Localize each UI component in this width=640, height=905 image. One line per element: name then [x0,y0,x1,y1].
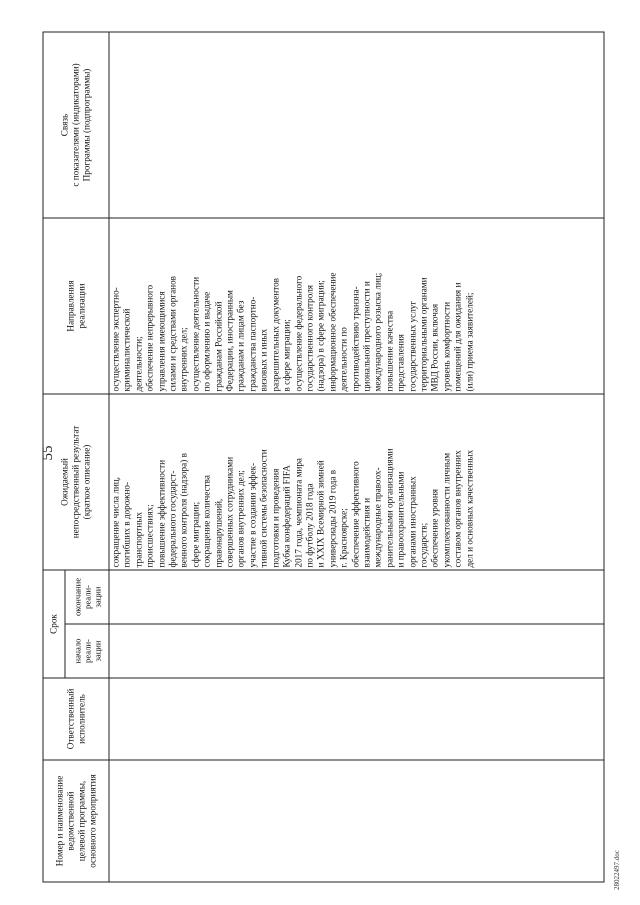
cell-link [109,32,604,218]
cell-text-line: и XXIX Всемирной зимней [315,460,326,568]
cell-text-line: органов внутренних дел; [235,470,246,568]
cell-text-line: дел и основных качественных [464,449,475,568]
cell-text-line: осуществление экспертно- [110,287,121,392]
cell-text-line: г. Красноярске; [338,508,349,568]
cell-text-line: информационное обеспечение [327,272,338,392]
header-link: Связь с показателями (индикаторами) Программы (подпрограммы) [43,32,109,218]
cell-text-line: международные правоох- [372,467,383,568]
cell-text-line: помещений для ожидания и [452,282,463,392]
cell-text-line: подготовки и проведения [270,468,281,568]
cell-text-line: (надзора) в сфере миграции; [315,280,326,392]
document-code: 28022497.doc [613,850,621,890]
cell-text-line: криминалистической [121,308,132,392]
cell-term-end [109,570,604,624]
cell-directions [109,218,604,394]
cell-text-line: сфере миграции; [190,501,201,568]
cell-executor [109,678,604,760]
cell-text-line: МВД России, включая [429,303,440,392]
cell-text-line: транспортных [133,512,144,568]
header-term: Срок [43,570,65,678]
cell-text-line: Федерации, иностранным [224,290,235,392]
header-number-name: Номер и наименование ведомственной целевой программы, основного мероприятия [43,760,109,882]
cell-text-line: международного розыска лиц; [372,272,383,392]
table-container [42,32,604,882]
cell-text-line: правонарушений, [213,498,224,568]
document-code-footer [612,840,622,900]
cell-text-line: ранительными организациями [384,448,395,568]
cell-text-line: Кубка конфедераций FIFA [281,465,292,568]
cell-text-line: повышение эффективности [156,459,167,568]
cell-text-line: управления имеющимися [156,291,167,392]
cell-text-line: происшествиях; [144,504,155,568]
cell-text-line: сокращение числа лиц, [110,477,121,568]
cell-text-line: составом органов внутренних [452,450,463,568]
cell-text-line: венного контроля (надзора) в [178,453,189,568]
cell-text-line: в сфере миграции; [281,319,292,392]
cell-text-line: совершенных сотрудниками [224,457,235,568]
measures-table [43,32,605,883]
page-number: 55 [40,445,56,461]
cell-text-line: органами иностранных [407,476,418,568]
cell-number-name [109,760,604,882]
cell-text-line: государственных услуг [407,300,418,392]
cell-text-line: укомплектованности личным [441,452,452,568]
cell-term-start [109,624,604,678]
cell-text-line: деятельности; [133,336,144,392]
cell-text-line: осуществление деятельности [190,276,201,392]
cell-text-line: государств; [418,522,429,568]
header-directions: Направления реализации [43,218,109,394]
header-executor: Ответственный исполнитель [43,678,109,760]
cell-text-line: взаимодействия и [361,497,372,568]
cell-text-line: разрешительных документов [270,277,281,392]
header-term-end: окончание реали- зации [65,570,109,624]
cell-text-line: (или) приема заявителей; [464,292,475,392]
cell-text-line: по оформлению и выдаче [201,291,212,392]
cell-expected-result [109,394,604,570]
cell-text-line: уровень комфортности [441,301,452,392]
cell-text-line: участие в создании эффек- [247,462,258,568]
cell-text-line: внутренних дел; [178,327,189,392]
cell-text-line: повышение качества [384,310,395,392]
cell-text-line: силами и средствами органов [167,276,178,392]
table-row [109,32,604,882]
cell-text-line: по футболу 2018 года [304,483,315,568]
cell-text-line: федерального государст- [167,470,178,568]
cell-text-line: гражданам и лицам без [235,300,246,392]
cell-text-line: представления [395,334,406,392]
cell-text-line: обеспечение эффективного [350,461,361,568]
cell-text-line: противодействию транзна- [350,286,361,392]
cell-text-line: деятельности по [338,327,349,392]
cell-text-line: территориальными органами [418,277,429,392]
cell-text-line: циональной преступности и [361,281,372,392]
header-expected-result: Ожидаемый непосредственный результат (краткое описание) [43,394,109,570]
cell-text-line: сокращение количества [201,475,212,568]
cell-text-line: осуществление федерального [293,275,303,392]
cell-text-line: визовых и иных [258,328,269,392]
cell-text-line: государственного контроля [304,284,315,392]
cell-text-line: гражданства паспортно- [247,296,258,392]
cell-text-line: гражданам Российской [213,301,224,392]
header-term-start: начало реали- зации [65,624,109,678]
cell-text-line: обеспечение уровня [429,489,440,568]
cell-text-line: универсиады 2019 года в [327,469,338,568]
cell-text-line: 2017 года, чемпионата мира [293,458,303,568]
cell-text-line: погибших в дорожно- [121,481,132,568]
cell-text-line: тивной системы безопасности [258,449,269,568]
cell-text-line: обеспечение непрерывного [144,284,155,392]
cell-text-line: и правоохранительными [395,471,406,568]
